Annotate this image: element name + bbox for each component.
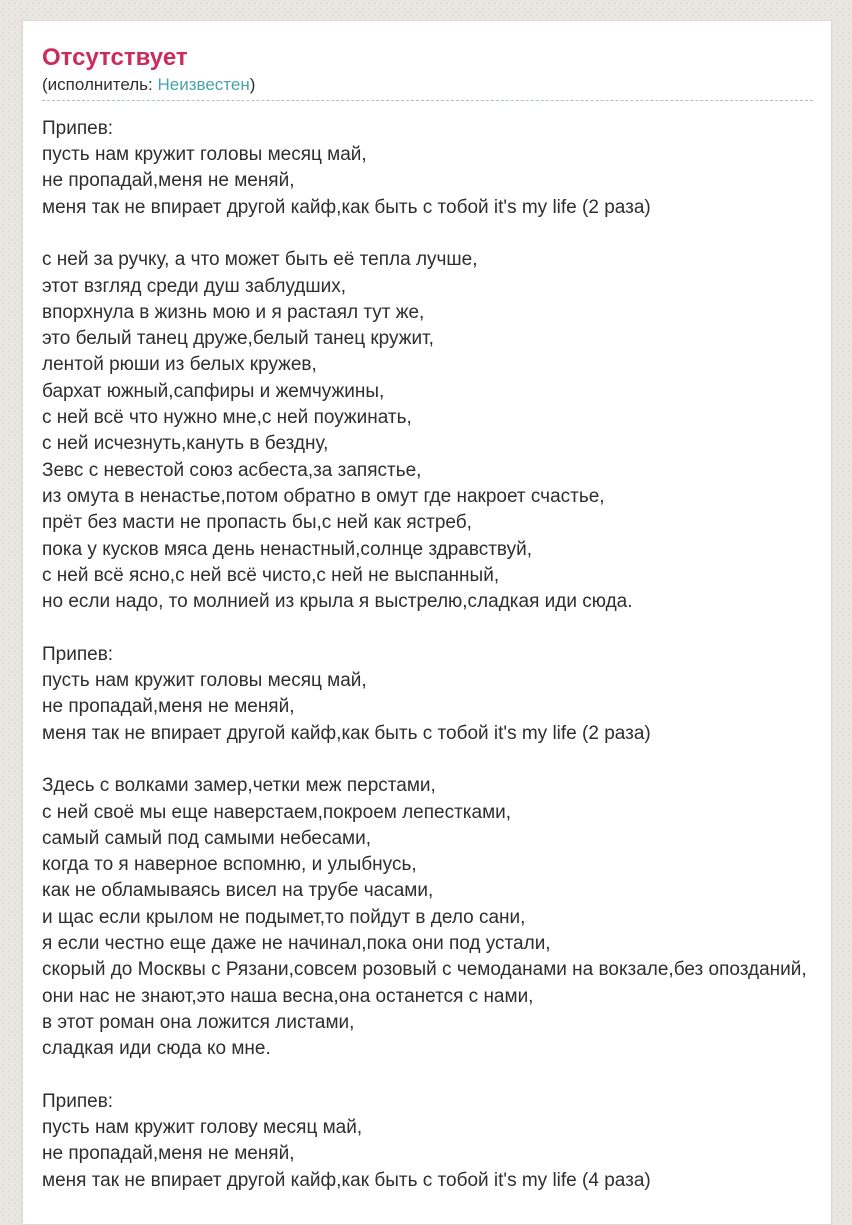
lyric-line: пусть нам кружит головы месяц май, bbox=[42, 144, 367, 166]
stanza-gap bbox=[42, 221, 813, 247]
lyric-line: с ней всё что нужно мне,с ней поужинать, bbox=[42, 407, 412, 429]
lyric-line: меня так не впирает другой кайф,как быть с тобой it's my life (2 раза) bbox=[42, 196, 651, 218]
lyric-line: бархат южный,сапфиры и жемчужины, bbox=[42, 380, 385, 402]
lyric-line: когда то я наверное вспомню, и улыбнусь, bbox=[42, 854, 417, 876]
lyric-line: самый самый под самыми небесами, bbox=[42, 827, 372, 849]
lyrics-text bbox=[42, 116, 813, 1194]
lyric-line: этот взгляд среди душ заблудших, bbox=[42, 275, 347, 297]
stanza-gap bbox=[42, 747, 813, 773]
artist-link[interactable]: Неизвестен bbox=[157, 75, 250, 95]
lyric-line: Зевс с невестой союз асбеста,за запястье, bbox=[42, 459, 422, 481]
lyric-line: пусть нам кружит головы месяц май, bbox=[42, 670, 367, 692]
song-header bbox=[42, 45, 813, 101]
lyric-line: скорый до Москвы с Рязани,совсем розовый с чемоданами на вокзале,без опозданий, bbox=[42, 959, 807, 981]
lyric-line: меня так не впирает другой кайф,как быть с тобой it's my life (2 раза) bbox=[42, 722, 651, 744]
lyric-line: не пропадай,меня не меняй, bbox=[42, 1143, 295, 1165]
lyric-line: не пропадай,меня не меняй, bbox=[42, 696, 295, 718]
lyric-line: это белый танец друже,белый танец кружит, bbox=[42, 328, 434, 350]
lyric-line: с ней всё ясно,с ней всё чисто,с ней не выспанный, bbox=[42, 564, 500, 586]
lyric-line: и щас если крылом не подымет,то пойдут в дело сани, bbox=[42, 906, 526, 928]
lyric-line: они нас не знают,это наша весна,она останется с нами, bbox=[42, 985, 534, 1007]
lyric-line: лентой рюши из белых кружев, bbox=[42, 354, 317, 376]
lyric-line: но если надо, то молнией из крыла я выстрелю,сладкая иди сюда. bbox=[42, 591, 633, 613]
lyric-line: Припев: bbox=[42, 1090, 114, 1112]
artist-suffix: ) bbox=[249, 75, 256, 95]
lyric-line: меня так не впирает другой кайф,как быть с тобой it's my life (4 раза) bbox=[42, 1169, 651, 1191]
lyric-line: пусть нам кружит голову месяц май, bbox=[42, 1117, 363, 1139]
song-title: Отсутствует bbox=[42, 44, 188, 71]
lyric-line: сладкая иди сюда ко мне. bbox=[42, 1038, 271, 1060]
stanza-gap bbox=[42, 1062, 813, 1088]
lyric-line: не пропадай,меня не меняй, bbox=[42, 170, 295, 192]
artist-label: (исполнитель: bbox=[42, 75, 158, 95]
stanza-gap bbox=[42, 615, 813, 641]
lyric-line: Здесь с волками замер,четки меж перстами, bbox=[42, 775, 436, 797]
lyric-line: с ней своё мы еще наверстаем,покроем лепестками, bbox=[42, 801, 512, 823]
lyrics-card bbox=[22, 20, 832, 1225]
lyric-line: впорхнула в жизнь мою и я растаял тут же, bbox=[42, 301, 425, 323]
lyric-line: в этот роман она ложится листами, bbox=[42, 1011, 355, 1033]
lyric-line: Припев: bbox=[42, 117, 114, 139]
lyric-line: с ней исчезнуть,кануть в бездну, bbox=[42, 433, 329, 455]
lyric-line: из омута в ненастье,потом обратно в омут где накроет счастье, bbox=[42, 485, 605, 507]
lyric-line: как не обламываясь висел на трубе часами, bbox=[42, 880, 434, 902]
lyric-line: пока у кусков мяса день ненастный,солнце здравствуй, bbox=[42, 538, 532, 560]
artist-line bbox=[42, 75, 813, 95]
lyric-line: с ней за ручку, а что может быть её тепла лучше, bbox=[42, 249, 478, 271]
lyric-line: я если честно еще даже не начинал,пока они под устали, bbox=[42, 932, 551, 954]
lyric-line: Припев: bbox=[42, 643, 114, 665]
lyric-line: прёт без масти не пропасть бы,с ней как ястреб, bbox=[42, 512, 472, 534]
